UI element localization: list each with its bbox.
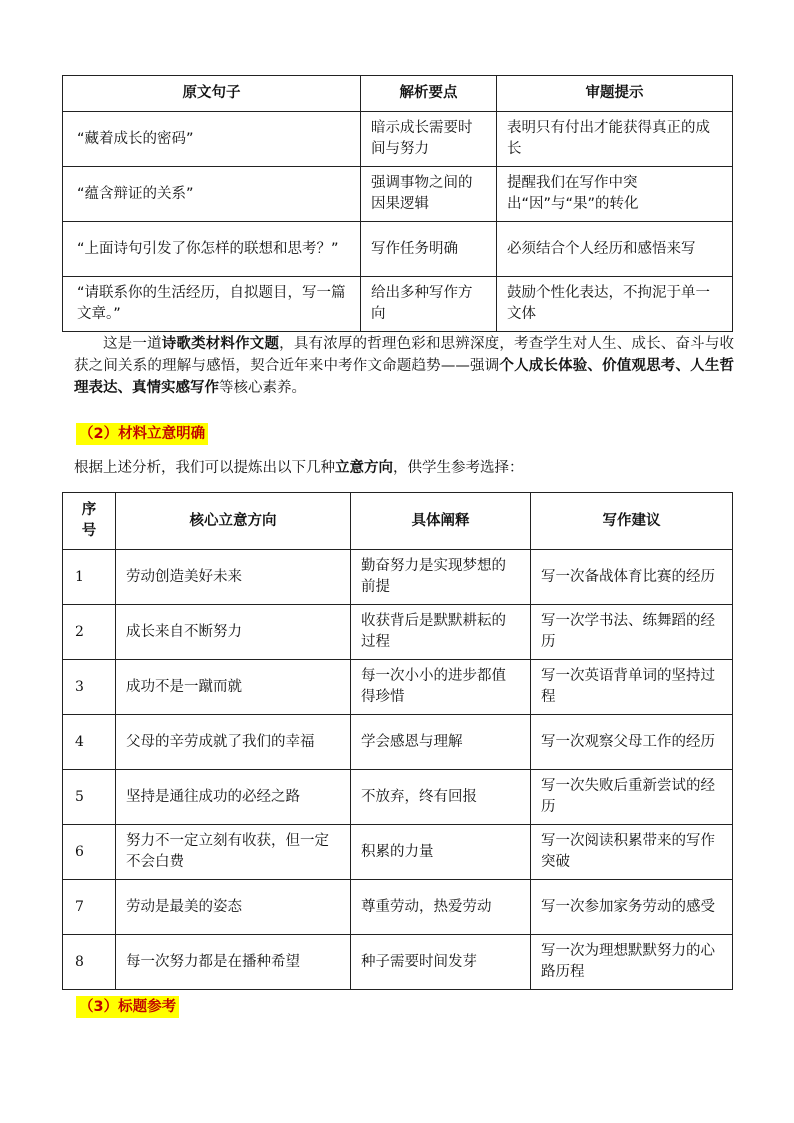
table-row	[63, 660, 733, 715]
row-number: 2	[63, 605, 116, 660]
header-writing-advice: 写作建议	[531, 493, 733, 550]
table-cell: 勤奋努力是实现梦想的前提	[351, 550, 531, 605]
analysis-paragraph	[74, 333, 734, 399]
table-cell: 成功不是一蹴而就	[116, 660, 351, 715]
paragraph-bold: 诗歌类材料作文题	[161, 336, 280, 352]
row-number: 1	[63, 550, 116, 605]
table-row	[63, 167, 733, 222]
table-row	[63, 935, 733, 990]
row-number: 4	[63, 715, 116, 770]
paragraph-text: 根据上述分析，我们可以提炼出以下几种	[74, 460, 335, 476]
table-cell: 写一次英语背单词的坚持过程	[531, 660, 733, 715]
paragraph-text: ，供学生参考选择：	[393, 460, 524, 476]
table-cell: 写一次失败后重新尝试的经历	[531, 770, 733, 825]
header-review-tips: 审题提示	[497, 76, 733, 112]
paragraph-text: 这是一道	[103, 336, 162, 352]
analysis-table	[62, 75, 733, 332]
table-row	[63, 770, 733, 825]
table-cell: “藏着成长的密码”	[63, 112, 361, 167]
row-number: 3	[63, 660, 116, 715]
table-cell: 强调事物之间的因果逻辑	[361, 167, 497, 222]
table-cell: 坚持是通往成功的必经之路	[116, 770, 351, 825]
table-cell: 写一次学书法、练舞蹈的经历	[531, 605, 733, 660]
table-cell: 写一次观察父母工作的经历	[531, 715, 733, 770]
table-cell: 努力不一定立刻有收获，但一定不会白费	[116, 825, 351, 880]
table-header-row	[63, 493, 733, 550]
table-cell: 收获背后是默默耕耘的过程	[351, 605, 531, 660]
table-cell: “蕴含辩证的关系”	[63, 167, 361, 222]
table-cell: 每一次努力都是在播种希望	[116, 935, 351, 990]
table-row	[63, 825, 733, 880]
table-cell: 给出多种写作方向	[361, 277, 497, 332]
header-analysis-points: 解析要点	[361, 76, 497, 112]
paragraph-text: 等核心素养。	[219, 380, 306, 396]
table-row	[63, 550, 733, 605]
table-row	[63, 112, 733, 167]
table-cell: “上面诗句引发了你怎样的联想和思考？”	[63, 222, 361, 277]
table-row	[63, 277, 733, 332]
table-cell: 积累的力量	[351, 825, 531, 880]
paragraph-bold: 个人成长体验、价值观思考、人生哲理表达、真情实感写作	[74, 358, 735, 396]
row-number: 6	[63, 825, 116, 880]
table-cell: 鼓励个性化表达，不拘泥于单一文体	[497, 277, 733, 332]
table-row	[63, 880, 733, 935]
table-cell: 暗示成长需要时间与努力	[361, 112, 497, 167]
table-cell: 不放弃，终有回报	[351, 770, 531, 825]
table-cell: 父母的辛劳成就了我们的幸福	[116, 715, 351, 770]
section-heading-material-theme: （2）材料立意明确	[76, 423, 208, 445]
theme-table	[62, 492, 733, 990]
table-cell: 种子需要时间发芽	[351, 935, 531, 990]
table-cell: 劳动创造美好未来	[116, 550, 351, 605]
table-cell: 劳动是最美的姿态	[116, 880, 351, 935]
table-cell: 写一次阅读积累带来的写作突破	[531, 825, 733, 880]
row-number: 5	[63, 770, 116, 825]
table-cell: 学会感恩与理解	[351, 715, 531, 770]
table-cell: 提醒我们在写作中突出“因”与“果”的转化	[497, 167, 733, 222]
row-number: 7	[63, 880, 116, 935]
intro-paragraph	[74, 457, 734, 479]
paragraph-bold: 立意方向	[335, 460, 393, 476]
header-core-theme: 核心立意方向	[116, 493, 351, 550]
table-cell: 表明只有付出才能获得真正的成长	[497, 112, 733, 167]
table-cell: 写一次参加家务劳动的感受	[531, 880, 733, 935]
table-cell: 尊重劳动，热爱劳动	[351, 880, 531, 935]
table-cell: 每一次小小的进步都值得珍惜	[351, 660, 531, 715]
table-cell: 必须结合个人经历和感悟来写	[497, 222, 733, 277]
table-cell: 写作任务明确	[361, 222, 497, 277]
table-cell: 写一次为理想默默努力的心路历程	[531, 935, 733, 990]
header-original-sentence: 原文句子	[63, 76, 361, 112]
section-heading-title-reference: （3）标题参考	[76, 996, 179, 1018]
table-row	[63, 715, 733, 770]
header-explanation: 具体阐释	[351, 493, 531, 550]
table-row	[63, 222, 733, 277]
table-cell: “请联系你的生活经历，自拟题目，写一篇文章。”	[63, 277, 361, 332]
header-number: 序号	[63, 493, 116, 550]
table-row	[63, 605, 733, 660]
paragraph-text: ，具有浓厚的哲理色彩和思辨深度，考查学生对人生、成长、奋斗与收获之间关系的理解与感悟，契合近年来中考作文命题趋势——强调	[74, 336, 735, 374]
table-cell: 写一次备战体育比赛的经历	[531, 550, 733, 605]
row-number: 8	[63, 935, 116, 990]
table-cell: 成长来自不断努力	[116, 605, 351, 660]
table-header-row	[63, 76, 733, 112]
